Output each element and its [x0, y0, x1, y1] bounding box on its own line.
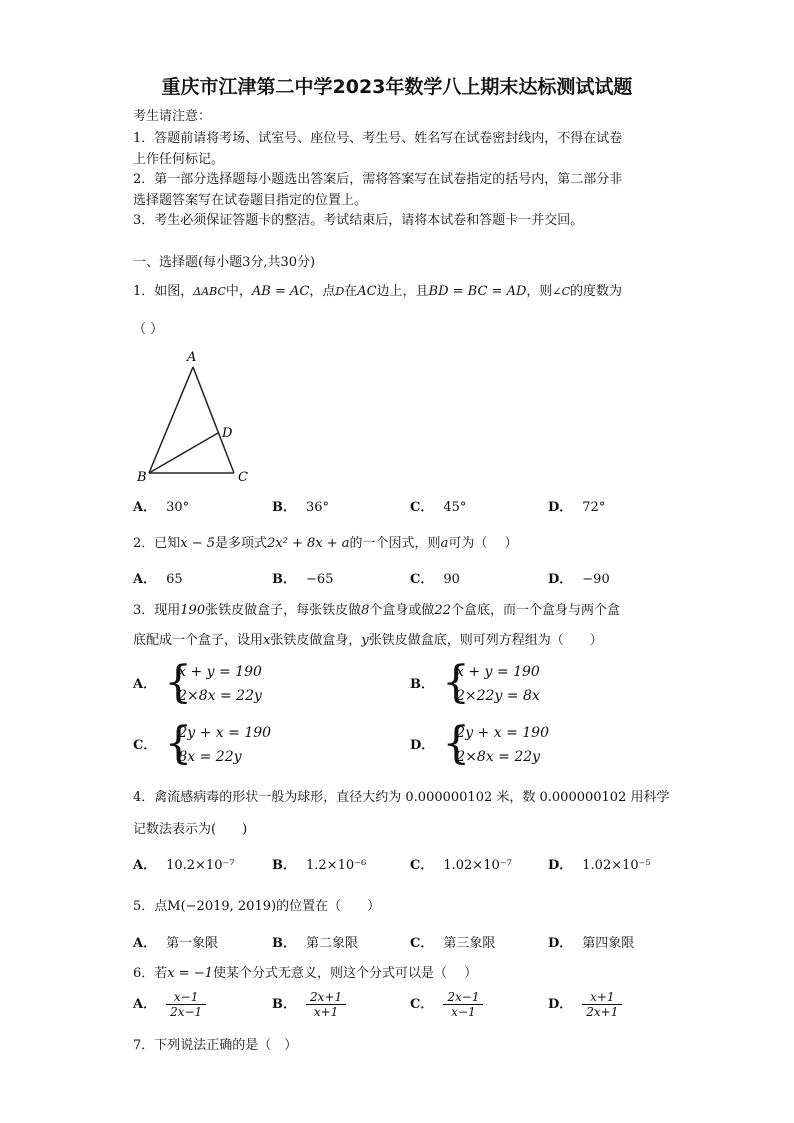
vertex-b-label: B — [137, 470, 147, 485]
q5-option-a[interactable]: A． 第一象限 — [133, 936, 219, 951]
question-6: 6．若x = −1使某个分式无意义，则这个分式可以是（ ） — [133, 966, 478, 981]
q5-option-b[interactable]: B． 第二象限 — [272, 936, 359, 951]
question-3-line-2: 底配成一个盒子，设用x张铁皮做盒身，y张铁皮做盒底，则可列方程组为（ ） — [133, 633, 603, 648]
q6-option-b[interactable]: B． $\frac{2x+1}{x+1}$ — [272, 990, 346, 1019]
vertex-a-label: A — [187, 350, 197, 365]
q1-option-d[interactable]: D． 72° — [548, 500, 606, 515]
notice-line: 1．答题前请将考场、试室号、座位号、考生号、姓名写在试卷密封线内，不得在试卷 — [133, 131, 623, 146]
question-7: 7．下列说法正确的是（ ） — [133, 1038, 298, 1053]
q2-option-a[interactable]: A． 65 — [133, 572, 183, 587]
q4-option-b[interactable]: B． 1.2×10⁻⁶ — [272, 858, 367, 873]
notice-line: 2．第一部分选择题每小题选出答案后，需将答案写在试卷指定的括号内，第二部分非 — [133, 172, 623, 187]
q2-option-d[interactable]: D． −90 — [548, 572, 610, 587]
q4-option-a[interactable]: A． 10.2×10⁻⁷ — [133, 858, 235, 873]
q2-option-c[interactable]: C． 90 — [410, 572, 460, 587]
q4-option-c[interactable]: C． 1.02×10⁻⁷ — [410, 858, 512, 873]
notice-heading: 考生请注意： — [133, 109, 212, 124]
question-5: 5．点M(−2019, 2019)的位置在（ ） — [133, 899, 381, 914]
triangle-figure — [133, 345, 263, 490]
q5-option-c[interactable]: C． 第三象限 — [410, 936, 496, 951]
question-2: 2．已知x − 5是多项式2x² + 8x + a的一个因式，则a可为（ ） — [133, 536, 518, 551]
question-4-line-2: 记数法表示为( ) — [133, 822, 248, 837]
q2-option-b[interactable]: B． −65 — [272, 572, 334, 587]
q3-option-b[interactable]: B． { x + y = 190 2×22y = 8x — [410, 660, 540, 708]
q1-option-b[interactable]: B． 36° — [272, 500, 330, 515]
page-title: 重庆市江津第二中学2023年数学八上期末达标测试试题 — [161, 76, 633, 98]
vertex-c-label: C — [238, 470, 248, 485]
q3-option-c[interactable]: C． { 2y + x = 190 8x = 22y — [133, 721, 271, 769]
notice-line: 选择题答案写在试卷题目指定的位置上。 — [133, 193, 368, 208]
section-heading: 一、选择题(每小题3分,共30分) — [133, 255, 316, 270]
q1-option-a[interactable]: A． 30° — [133, 500, 190, 515]
question-1: 1．如图，ΔABC中，AB = AC，点D在AC边上，且BD = BC = AD，则∠C的度数为 — [133, 284, 623, 299]
q1-option-c[interactable]: C． 45° — [410, 500, 467, 515]
q6-option-d[interactable]: D． $\frac{x+1}{2x+1}$ — [548, 990, 622, 1019]
question-1-paren: （ ） — [133, 322, 164, 337]
q3-option-a[interactable]: A． { x + y = 190 2×8x = 22y — [133, 660, 262, 708]
q6-option-a[interactable]: A． $\frac{x-1}{2x-1}$ — [133, 990, 206, 1019]
q4-option-d[interactable]: D． 1.02×10⁻⁵ — [548, 858, 651, 873]
q3-option-d[interactable]: D． { 2y + x = 190 2×8x = 22y — [410, 721, 549, 769]
question-3-line-1: 3．现用190张铁皮做盒子，每张铁皮做8个盒身或做22个盒底，而一个盒身与两个盒 — [133, 603, 620, 618]
notice-line: 3．考生必须保证答题卡的整洁。考试结束后，请将本试卷和答题卡一并交回。 — [133, 213, 584, 228]
question-4-line-1: 4．禽流感病毒的形状一般为球形，直径大约为 0.000000102 米，数 0.000000102 用科学 — [133, 790, 670, 805]
q5-option-d[interactable]: D． 第四象限 — [548, 936, 635, 951]
notice-line: 上作任何标记。 — [133, 152, 225, 167]
q6-option-c[interactable]: C． $\frac{2x-1}{x-1}$ — [410, 990, 483, 1019]
vertex-d-label: D — [222, 426, 233, 441]
